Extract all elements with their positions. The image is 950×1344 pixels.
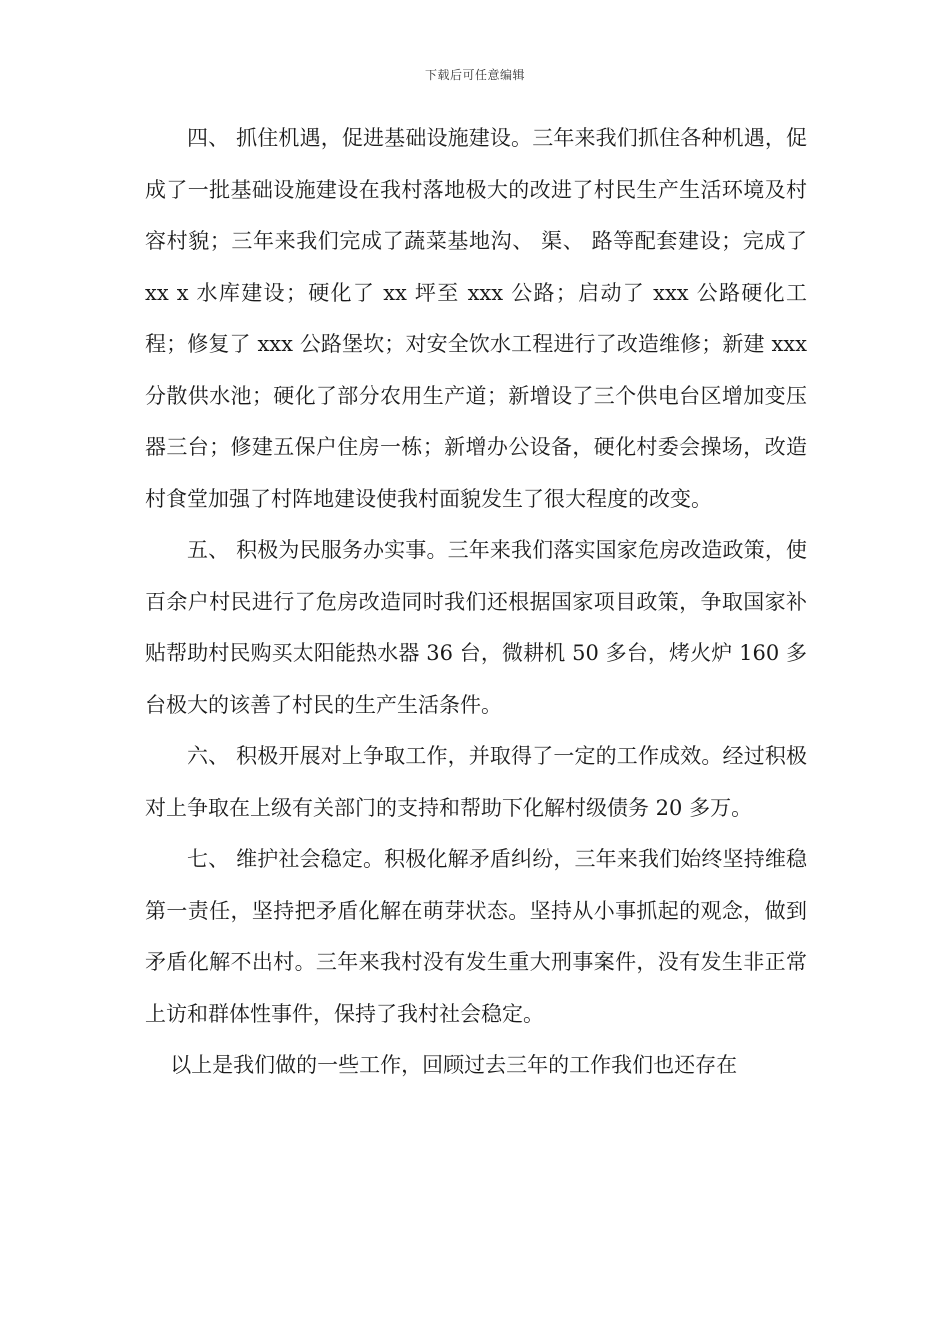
page-header-note: 下载后可任意编辑 xyxy=(424,68,525,82)
paragraph-text: 抓住机遇，促进基础设施建设。三年来我们抓住各种机遇，促成了一批基础设施建设在我村落地极大的改进了村民生产生活环境及村容村貌；三年来我们完成了蔬菜基地沟、 渠、 路等配套建设；完成了 xx x 水库建设；硬化了 xx 坪至 xxx 公路；启动了 xxx 公路硬化工程；修复了 xxx 公路堡坎；对安全饮水工程进行了改造维修；新建 xxx 分散供水池；硬化了部分农用生产道；新增设了三个供电台区增加变压器三台；修建五保户住房一栋；新增办公设备，硬化村委会操场，改造村食堂加强了村阵地建设使我村面貌发生了很大程度的改变。 xyxy=(145,126,807,511)
paragraph-infrastructure xyxy=(145,113,807,525)
paragraph-number: 四、 xyxy=(187,126,237,150)
paragraph-funding xyxy=(145,731,807,834)
paragraph-number: 五、 xyxy=(187,538,237,562)
paragraph-text: 维护社会稳定。积极化解矛盾纠纷，三年来我们始终坚持维稳第一责任，坚持把矛盾化解在萌芽状态。坚持从小事抓起的观念，做到矛盾化解不出村。三年来我村没有发生重大刑事案件，没有发生非正常上访和群体性事件，保持了我村社会稳定。 xyxy=(145,847,807,1026)
paragraph-text: 积极为民服务办实事。三年来我们落实国家危房改造政策，使百余户村民进行了危房改造同时我们还根据国家项目政策，争取国家补贴帮助村民购买太阳能热水器 36 台，微耕机 50 多台，烤火炉 160 多台极大的该善了村民的生产生活条件。 xyxy=(145,538,807,717)
paragraph-text: 积极开展对上争取工作，并取得了一定的工作成效。经过积极对上争取在上级有关部门的支持和帮助下化解村级债务 20 多万。 xyxy=(145,744,807,820)
paragraph-text: 以上是我们做的一些工作，回顾过去三年的工作我们也还存在 xyxy=(170,1053,738,1077)
document-body xyxy=(145,113,807,1092)
paragraph-number: 七、 xyxy=(187,847,237,871)
paragraph-stability xyxy=(145,834,807,1040)
paragraph-service xyxy=(145,525,807,731)
paragraph-number: 六、 xyxy=(187,744,237,768)
paragraph-summary xyxy=(145,1040,807,1092)
